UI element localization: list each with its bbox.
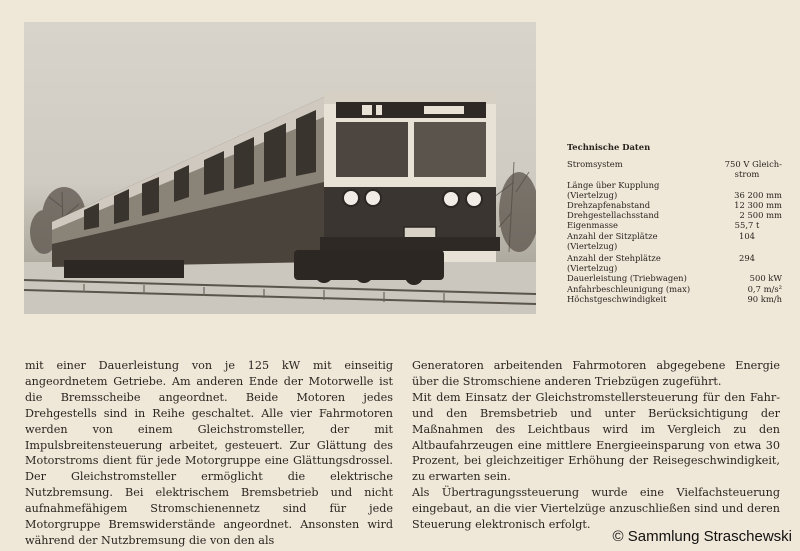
spec-row: (Viertelzug) 36 200 mm xyxy=(567,189,782,200)
spec-row: (Viertelzug) xyxy=(567,240,618,251)
paragraph: mit einer Dauerleistung von je 125 kW mit einseitig angeordnetem Getriebe. Am anderen Ende der Motorwelle ist die Bremsscheibe angeordnet. Beide Motoren jedes Drehgestells sind in Reihe geschaltet. Alle vier Fahrmotoren werden von einem Gleichstromsteller, der mit Impulsbreitensteuerung arbeitet, gesteuert. Zur Glättung des Motorstroms dient für jede Motorgruppe eine Glättungsdrossel. Der Gleichstromsteller ermöglicht die elektrische Nutzbremsung. Bei elektrischem Bremsbetrieb und nicht aufnahmefähigem Stromschienennetz sind für jede Motorgruppe Bremswiderstände angeordnet. Ansonsten wird während der Nutzbremsung die von den als xyxy=(25,359,393,547)
technical-data-title: Technische Daten xyxy=(567,142,651,152)
spec-row: Länge über Kupplung xyxy=(567,179,660,190)
spec-row: Höchstgeschwindigkeit 90 km/h xyxy=(567,293,782,304)
spec-row: Anzahl der Stehplätze 294 xyxy=(567,253,755,264)
copyright-notice: © Sammlung Straschewski xyxy=(612,528,792,545)
body-text-left-column xyxy=(25,358,393,549)
s-bahn-train-image xyxy=(24,22,536,314)
spec-row: Stromsystem 750 V Gleich- xyxy=(567,159,782,170)
spec-row: Anzahl der Sitzplätze 104 xyxy=(567,230,755,241)
body-text-right-column xyxy=(412,358,780,533)
spec-row: Drehgestellachsstand 2 500 mm xyxy=(567,210,782,221)
spec-row: Drehzapfenabstand 12 300 mm xyxy=(567,200,782,211)
train-photo xyxy=(24,22,536,314)
technical-data-table xyxy=(567,142,782,304)
spec-row: strom xyxy=(734,169,760,180)
spec-row: Dauerleistung (Triebwagen) 500 kW xyxy=(567,273,782,284)
paragraph: Als Übertragungssteuerung wurde eine Vielfachsteuerung eingebaut, an die vier Viertelzüge anzuschließen sind und deren Steuerung elektronisch erfolgt. xyxy=(412,486,780,532)
spec-row: Anfahrbeschleunigung (max) 0,7 m/s² xyxy=(567,283,782,294)
spec-row: (Viertelzug) xyxy=(567,263,618,274)
spec-row: Eigenmasse 55,7 t xyxy=(567,220,760,231)
paragraph: Mit dem Einsatz der Gleichstromstellersteuerung für den Fahr- und den Bremsbetrieb und unter Berücksichtigung der Maßnahmen des Leichtbaus wird im Vergleich zu den Altbaufahrzeugen eine mittlere Energieeinsparung von etwa 30 Prozent, bei gleichzeitiger Erhöhung der Reisegeschwindigkeit, zu erwarten sein. xyxy=(412,390,780,484)
paragraph: Generatoren arbeitenden Fahrmotoren abgegebene Energie über die Stromschiene anderen Triebzügen zugeführt. xyxy=(412,359,780,388)
